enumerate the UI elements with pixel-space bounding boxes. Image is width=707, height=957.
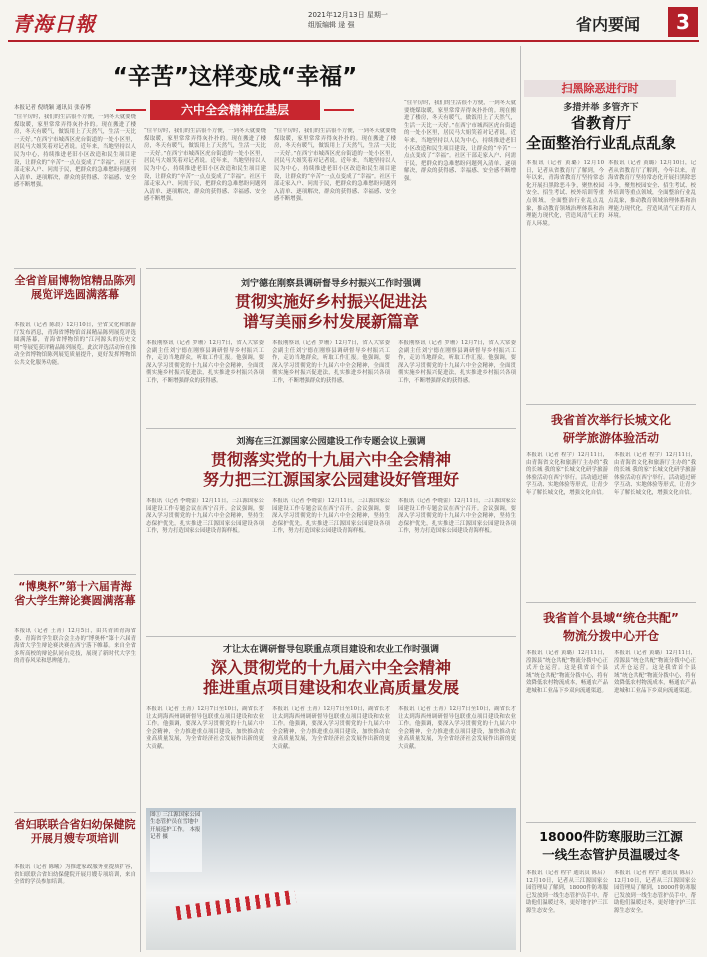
divider [14,574,136,575]
column-rule [140,268,141,952]
campaign-banner: 扫黑除恶进行时 [524,80,676,97]
right-story-2-body-col2: 本报讯（记者 程宇）12月11日，由青海省文化和旅游厅主办的“我的长城 我的家”长城文化研学旅游体验活动在西宁举行。活动通过研学互动、实地体验等形式，让青少年了解长城文化，增强文化自信。 [614,452,696,496]
divider [146,268,516,269]
right-story-3-body-col2: 本报讯（记者 黄璐）12月11日，湟源县“统仓共配”物流分拨中心正式开仓运营。这是我省首个县域“统仓共配”物流分拨中心，将有效降低农村物流成本，畅通农产品进城和工业品下乡双向流通渠道。 [614,650,696,694]
right-story-4-headline-2: 一线生态管护员温暖过冬 [542,847,680,862]
masthead-divider [8,40,699,42]
column-rule [520,46,521,952]
divider [526,404,696,405]
story-c-headline-1: 深入贯彻党的十九届六中全会精神 [210,658,451,677]
story-b-headline-1: 贯彻落实党的十九届六中全会精神 [210,450,451,469]
right-story-3-body-col1: 本报讯（记者 黄璐）12月11日，湟源县“统仓共配”物流分拨中心正式开仓运营。这是我省首个县域“统仓共配”物流分拨中心，将有效降低农村物流成本，畅通农产品进城和工业品下乡双向流通渠道。 [526,650,608,694]
story-a-body-col3: 本报刚察讯（记者 罗珊）12月7日，省人大常委会副主任刘宁德在刚察县调研督导乡村振兴工作，走访当地群众，听取工作汇报。他强调，要深入学习贯彻党的十九届六中全会精神，全面贯彻实施乡村振兴促进法，扎实推进乡村振兴各项工作，不断增强群众的获得感。 [398,340,516,384]
lead-body-col3: “住平房时，我们的生活很不方便，一到冬天就要烧煤取暖，家里常常弄得灰扑扑的。现在搬进了楼房，冬天有暖气，做饭用上了天然气，生活一天比一天好。”在西宁市城西区虎台街道的一处小区里，居民马大姐笑着对记者说。近年来，当地坚持以人民为中心，持续推进老旧小区改造和民生项目建设，让群众的“辛苦”一点点变成了“幸福”。社区干部走家入户、问需于民，把群众的急难愁盼问题列入清单、逐项解决，群众的获得感、幸福感、安全感不断增强。 [274,128,396,203]
news-photo [146,808,516,950]
divider [14,268,136,269]
right-story-2-headline-2: 研学旅游体验活动 [562,431,659,445]
brief-body-museum: 本报讯（记者 陈晨）12月10日，全省文化和旅游厅发布消息，青海省博物馆首届精品陈列展览评选圆满落幕，青海省博物馆的“江河源头的历史文明”等展览获评精品陈列展览。此次评选活动旨在推动全省博物馆陈列展览质量提升，更好发挥博物馆公共文化服务功能。 [14,322,136,366]
lead-body-col2: “住平房时，我们的生活很不方便，一到冬天就要烧煤取暖，家里常常弄得灰扑扑的。现在搬进了楼房，冬天有暖气，做饭用上了天然气，生活一天比一天好。”在西宁市城西区虎台街道的一处小区里，居民马大姐笑着对记者说。近年来，当地坚持以人民为中心，持续推进老旧小区改造和民生项目建设，让群众的“辛苦”一点点变成了“幸福”。社区干部走家入户、问需于民，把群众的急难愁盼问题列入清单、逐项解决，群众的获得感、幸福感、安全感不断增强。 [144,128,266,203]
divider [526,822,696,823]
story-c-kicker: 才让太在调研督导包联重点项目建设和农业工作时强调 [222,645,439,655]
right-story-2-body-col1: 本报讯（记者 程宇）12月11日，由青海省文化和旅游厅主办的“我的长城 我的家”长城文化研学旅游体验活动在西宁举行。活动通过研学互动、实地体验等形式，让青少年了解长城文化，增强文化自信。 [526,452,608,496]
right-story-1-kicker: 多措并举 多管齐下 [563,103,639,113]
date-line: 2021年12月13日 星期一 [308,11,388,19]
story-b-kicker: 刘海在三江源国家公园建设工作专题会议上强调 [236,437,426,447]
divider [146,428,516,429]
story-a-headline-2: 谱写美丽乡村发展新篇章 [242,312,419,331]
lead-body-col4: “住平房时，我们的生活很不方便，一到冬天就要烧煤取暖，家里常常弄得灰扑扑的。现在搬进了楼房，冬天有暖气，做饭用上了天然气，生活一天比一天好。”在西宁市城西区虎台街道的一处小区里，居民马大姐笑着对记者说。近年来，当地坚持以人民为中心，持续推进老旧小区改造和民生项目建设，让群众的“辛苦”一点点变成了“幸福”。社区干部走家入户、问需于民，把群众的急难愁盼问题列入清单、逐项解决，群众的获得感、幸福感、安全感不断增强。 [404,100,516,182]
brief-headline-debate: “博奥杯”第十六届青海省大学生辩论赛圆满落幕 [14,580,136,607]
right-story-4-headline-1: 18000件防寒服助三江源 [539,829,683,844]
story-c-body-col3: 本报讯（记者 王菁）12月7日至10日，副省长才让太到海西州调研督导包联重点项目建设和农业工作。他强调，要深入学习贯彻党的十九届六中全会精神，全力推进重点项目建设，加快推动农业高质量发展，为全省经济社会发展作出新的更大贡献。 [398,706,516,750]
brief-headline-museum: 全省首届博物馆精品陈列展览评选圆满落幕 [14,274,136,301]
lead-headline: “辛苦”这样变成“幸福” [112,64,358,90]
story-a-kicker: 刘宁德在刚察县调研督导乡村振兴工作时强调 [240,279,421,289]
divider [526,602,696,603]
brief-body-training: 本报讯（记者 陈曦）为推进家政服务业提质扩容，省妇联联合省妇幼保健院开展月嫂专项培训，来自全省的学员参加培训。 [14,864,136,886]
right-story-4-body-col2: 本报讯（记者 程宇 通讯员 陈启）12月10日，记者从三江源国家公园管理局了解到，18000件防寒服已发放到一线生态管护员手中，帮助他们温暖过冬，更好地守护三江源生态安全。 [614,870,696,914]
masthead [8,6,699,40]
section-title: 省内要闻 [576,15,641,34]
patrol-team-figures [176,890,297,921]
story-b-body-col1: 本报讯（记者 李晓蕾）12月11日，三江源国家公园建设工作专题会议在西宁召开。会议强调，要深入学习贯彻党的十九届六中全会精神，坚持生态保护优先，扎实推进三江源国家公园建设各项工作，努力打造国家公园建设青海样板。 [146,498,264,535]
right-story-3-headline-1: 我省首个县域“统仓共配” [543,611,679,625]
series-banner: 六中全会精神在基层 [150,100,320,120]
story-a-headline-1: 贯彻实施好乡村振兴促进法 [234,292,427,311]
right-story-1-body-col2: 本报讯（记者 黄璐）12月10日，记者从省教育厅了解到，今年以来，青海省教育厅坚持常态化开展扫黑除恶斗争，聚焦校园安全、招生考试、校外培训等重点领域，全面整治行业乱点乱象，推动教育领域治理体系和治理能力现代化，营造风清气正的育人环境。 [608,160,696,220]
right-story-1-headline-1: 省教育厅 [570,114,631,132]
right-story-4-body-col1: 本报讯（记者 程宇 通讯员 陈启）12月10日，记者从三江源国家公园管理局了解到，18000件防寒服已发放到一线生态管护员手中，帮助他们温暖过冬，更好地守护三江源生态安全。 [526,870,608,914]
story-c-headline-2: 推进重点项目建设和农业高质量发展 [202,678,459,697]
story-a-body-col1: 本报刚察讯（记者 罗珊）12月7日，省人大常委会副主任刘宁德在刚察县调研督导乡村振兴工作，走访当地群众，听取工作汇报。他强调，要深入学习贯彻党的十九届六中全会精神，全面贯彻实施乡村振兴促进法，扎实推进乡村振兴各项工作，不断增强群众的获得感。 [146,340,264,384]
story-c-body-col2: 本报讯（记者 王菁）12月7日至10日，副省长才让太到海西州调研督导包联重点项目建设和农业工作。他强调，要深入学习贯彻党的十九届六中全会精神，全力推进重点项目建设，加快推动农业高质量发展，为全省经济社会发展作出新的更大贡献。 [272,706,390,750]
divider [146,636,516,637]
story-a-body-col2: 本报刚察讯（记者 罗珊）12月7日，省人大常委会副主任刘宁德在刚察县调研督导乡村振兴工作，走访当地群众，听取工作汇报。他强调，要深入学习贯彻党的十九届六中全会精神，全面贯彻实施乡村振兴促进法，扎实推进乡村振兴各项工作，不断增强群众的获得感。 [272,340,390,384]
right-story-1-body-col1: 本报讯（记者 黄璐）12月10日，记者从省教育厅了解到，今年以来，青海省教育厅坚持常态化开展扫黑除恶斗争，聚焦校园安全、招生考试、校外培训等重点领域，全面整治行业乱点乱象，推动教育领域治理体系和治理能力现代化，营造风清气正的育人环境。 [526,160,604,227]
lead-body-col1: “住平房时，我们的生活很不方便，一到冬天就要烧煤取暖，家里常常弄得灰扑扑的。现在搬进了楼房，冬天有暖气，做饭用上了天然气，生活一天比一天好。”在西宁市城西区虎台街道的一处小区里，居民马大姐笑着对记者说。近年来，当地坚持以人民为中心，持续推进老旧小区改造和民生项目建设，让群众的“辛苦”一点点变成了“幸福”。社区干部走家入户、问需于民，把群众的急难愁盼问题列入清单、逐项解决，群众的获得感、幸福感、安全感不断增强。 [14,114,136,189]
right-story-2-headline-1: 我省首次举行长城文化 [550,413,671,427]
story-b-body-col3: 本报讯（记者 李晓蕾）12月11日，三江源国家公园建设工作专题会议在西宁召开。会议强调，要深入学习贯彻党的十九届六中全会精神，坚持生态保护优先，扎实推进三江源国家公园建设各项工作，努力打造国家公园建设青海样板。 [398,498,516,535]
story-c-body-col1: 本报讯（记者 王菁）12月7日至10日，副省长才让太到海西州调研督导包联重点项目建设和农业工作。他强调，要深入学习贯彻党的十九届六中全会精神，全力推进重点项目建设，加快推动农业高质量发展，为全省经济社会发展作出新的更大贡献。 [146,706,264,750]
photo-caption: 图① 三江源国家公园生态管护员在雪地中开展巡护工作。 本报记者 摄 [150,812,202,872]
story-b-body-col2: 本报讯（记者 李晓蕾）12月11日，三江源国家公园建设工作专题会议在西宁召开。会议强调，要深入学习贯彻党的十九届六中全会精神，坚持生态保护优先，扎实推进三江源国家公园建设各项工作，努力打造国家公园建设青海样板。 [272,498,390,535]
right-story-1-headline-2: 全面整治行业乱点乱象 [526,134,677,152]
brief-body-debate: 本报讯（记者 王菁）12月5日，由共青团青海省委、青海省学生联合会主办的“博奥杯”第十六届青海省大学生辩论赛决赛在西宁落下帷幕。来自全省多所高校的辩论队同台竞技，展现了新时代大学生的青春风采和思辨能力。 [14,628,136,665]
divider [14,812,136,813]
right-story-3-headline-2: 物流分拨中心开仓 [562,629,659,643]
story-b-headline-2: 努力把三江源国家公园建设好管理好 [202,470,459,489]
editors-line: 组版编辑 逯 强 [308,21,355,29]
lead-byline: 本报记者 倪晓颖 通讯员 张春博 [14,105,91,111]
brief-headline-training: 省妇联联合省妇幼保健院开展月嫂专项培训 [14,818,136,845]
page-number: 3 [668,7,698,37]
newspaper-logo: 青海日報 [12,12,96,36]
publication-info [308,10,388,30]
